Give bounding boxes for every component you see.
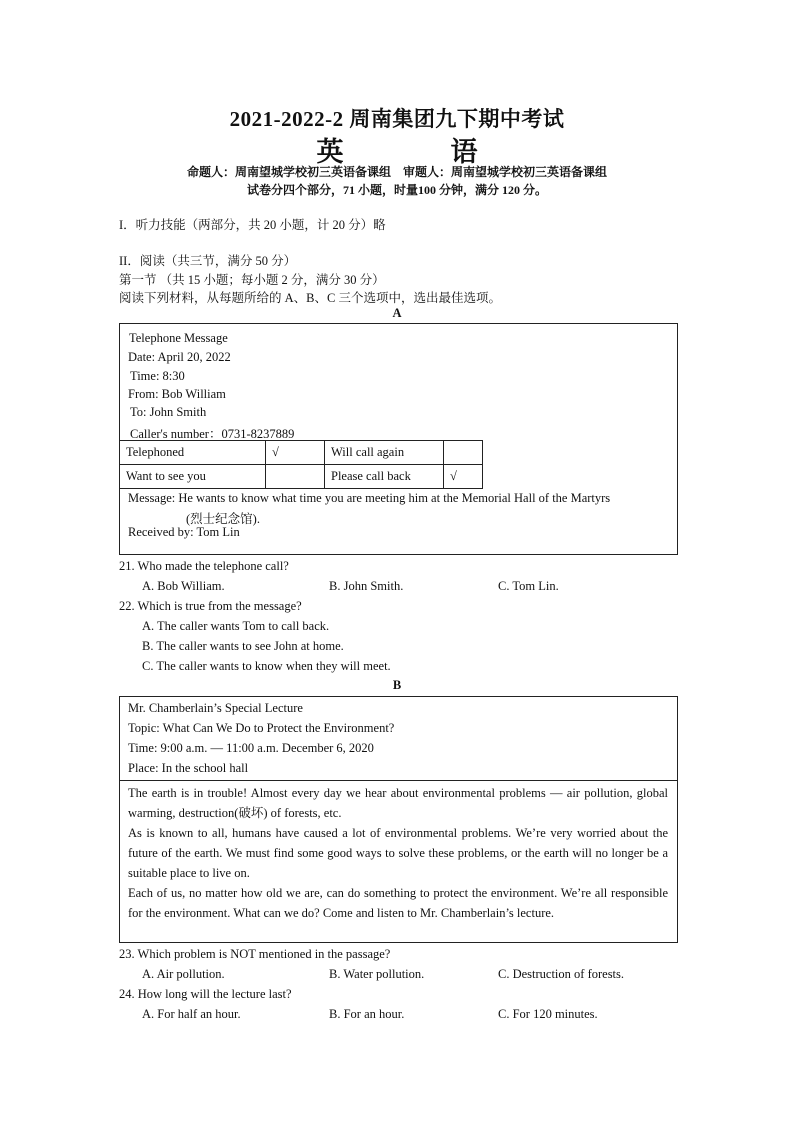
- checkmark: [444, 441, 483, 465]
- lecture-paragraph-3: Each of us, no matter how old we are, can do something to protect the environment. We’re all responsible for the environment. What can we do? Come and listen to Mr. Chamberlain’s lecture.: [128, 886, 668, 920]
- message-checklist: [119, 440, 483, 489]
- message-heading: Telephone Message: [129, 331, 228, 345]
- q21-stem: 21. Who made the telephone call?: [119, 559, 289, 573]
- part1-title: I．听力技能（两部分，共 20 小题，计 20 分）略: [119, 218, 386, 232]
- box-divider: [119, 780, 677, 781]
- q21-option-a: A. Bob William.: [142, 579, 225, 593]
- q24-option-b: B. For an hour.: [329, 1007, 405, 1021]
- lecture-place: Place: In the school hall: [128, 761, 249, 775]
- checklist-cell: Will call again: [325, 441, 444, 465]
- q22-option-a: A. The caller wants Tom to call back.: [142, 619, 330, 633]
- caller-number: Caller's number：0731-8237889: [130, 427, 295, 441]
- lecture-topic: Topic: What Can We Do to Protect the Environment?: [128, 721, 395, 735]
- q21-option-b: B. John Smith.: [329, 579, 404, 593]
- q23-option-c: C. Destruction of forests.: [498, 967, 625, 981]
- q23-stem: 23. Which problem is NOT mentioned in the passage?: [119, 947, 391, 961]
- setters-line: 命题人：周南望城学校初三英语备课组 审题人：周南望城学校初三英语备课组: [186, 165, 607, 179]
- q22-option-b: B. The caller wants to see John at home.: [142, 639, 344, 653]
- lecture-paragraph-1: The earth is in trouble! Almost every day we hear about environmental problems — air pollution, global warming, destruction(破坏) of forests, etc.: [128, 786, 668, 820]
- message-to: To: John Smith: [130, 405, 207, 419]
- message-body: Message: He wants to know what time you are meeting him at the Memorial Hall of the Martyrs: [128, 491, 611, 505]
- q23-option-a: A. Air pollution.: [142, 967, 225, 981]
- checkmark: √: [266, 441, 325, 465]
- checklist-cell: Telephoned: [120, 441, 266, 465]
- instruction: 阅读下列材料，从每题所给的 A、B、C 三个选项中，选出最佳选项。: [119, 291, 501, 305]
- message-from: From: Bob William: [128, 387, 226, 401]
- q24-option-c: C. For 120 minutes.: [498, 1007, 598, 1021]
- q21-option-c: C. Tom Lin.: [498, 579, 559, 593]
- passage-b-label: B: [392, 678, 402, 692]
- passage-a-label: A: [392, 306, 402, 320]
- q24-option-a: A. For half an hour.: [142, 1007, 241, 1021]
- lecture-time: Time: 9:00 a.m. — 11:00 a.m. December 6, 2020: [128, 741, 374, 755]
- checklist-cell: Please call back: [325, 465, 444, 489]
- q22-option-c: C. The caller wants to know when they will meet.: [142, 659, 391, 673]
- message-time: Time: 8:30: [130, 369, 185, 383]
- checklist-cell: Want to see you: [120, 465, 266, 489]
- q22-stem: 22. Which is true from the message?: [119, 599, 302, 613]
- checkmark: [266, 465, 325, 489]
- subject-title: 英 语: [316, 137, 518, 167]
- q24-stem: 24. How long will the lecture last?: [119, 987, 292, 1001]
- exam-info: 试卷分四个部分，71 小题，时量100 分钟，满分 120 分。: [246, 183, 547, 197]
- checkmark: √: [444, 465, 483, 489]
- message-body-cont: (烈士纪念馆).: [186, 512, 260, 526]
- part2-title: II．阅读（共三节，满分 50 分）: [119, 254, 297, 268]
- message-date: Date: April 20, 2022: [128, 350, 231, 364]
- q23-option-b: B. Water pollution.: [329, 967, 425, 981]
- lecture-paragraph-2: As is known to all, humans have caused a lot of environmental problems. We’re very worried about the future of the earth. We must find some good ways to solve these problems, or the earth will no longer be a suitable place to live on.: [128, 826, 668, 880]
- section1-title: 第一节 （共 15 小题；每小题 2 分，满分 30 分）: [119, 273, 385, 287]
- received-by: Received by: Tom Lin: [128, 525, 240, 539]
- lecture-heading: Mr. Chamberlain’s Special Lecture: [128, 701, 303, 715]
- exam-title: 2021-2022-2 周南集团九下期中考试: [229, 107, 565, 131]
